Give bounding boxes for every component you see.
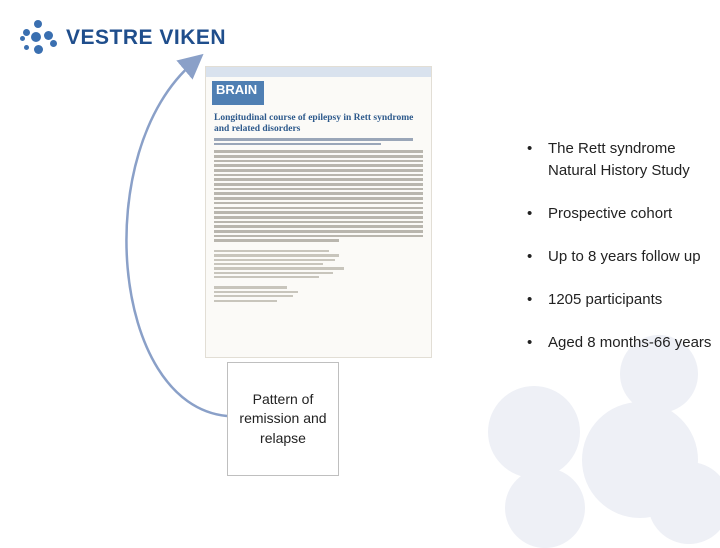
bullet-item: • Prospective cohort (527, 203, 712, 225)
callout-box (227, 362, 339, 476)
bullet-item: • 1205 participants (527, 289, 712, 311)
journal-name: BRAIN (216, 82, 258, 97)
bullet-item: • Aged 8 months-66 years (527, 332, 712, 354)
bullet-list (527, 138, 712, 354)
bullet-item: • Up to 8 years follow up (527, 246, 712, 268)
callout-text: Pattern of remission and relapse (239, 390, 327, 446)
article-title: Longitudinal course of epilepsy in Rett syndrome and related disorders (214, 113, 414, 134)
bullet-item: • The Rett syndrome Natural History Study (527, 138, 712, 182)
logo-text: VESTRE VIKEN (66, 26, 227, 49)
